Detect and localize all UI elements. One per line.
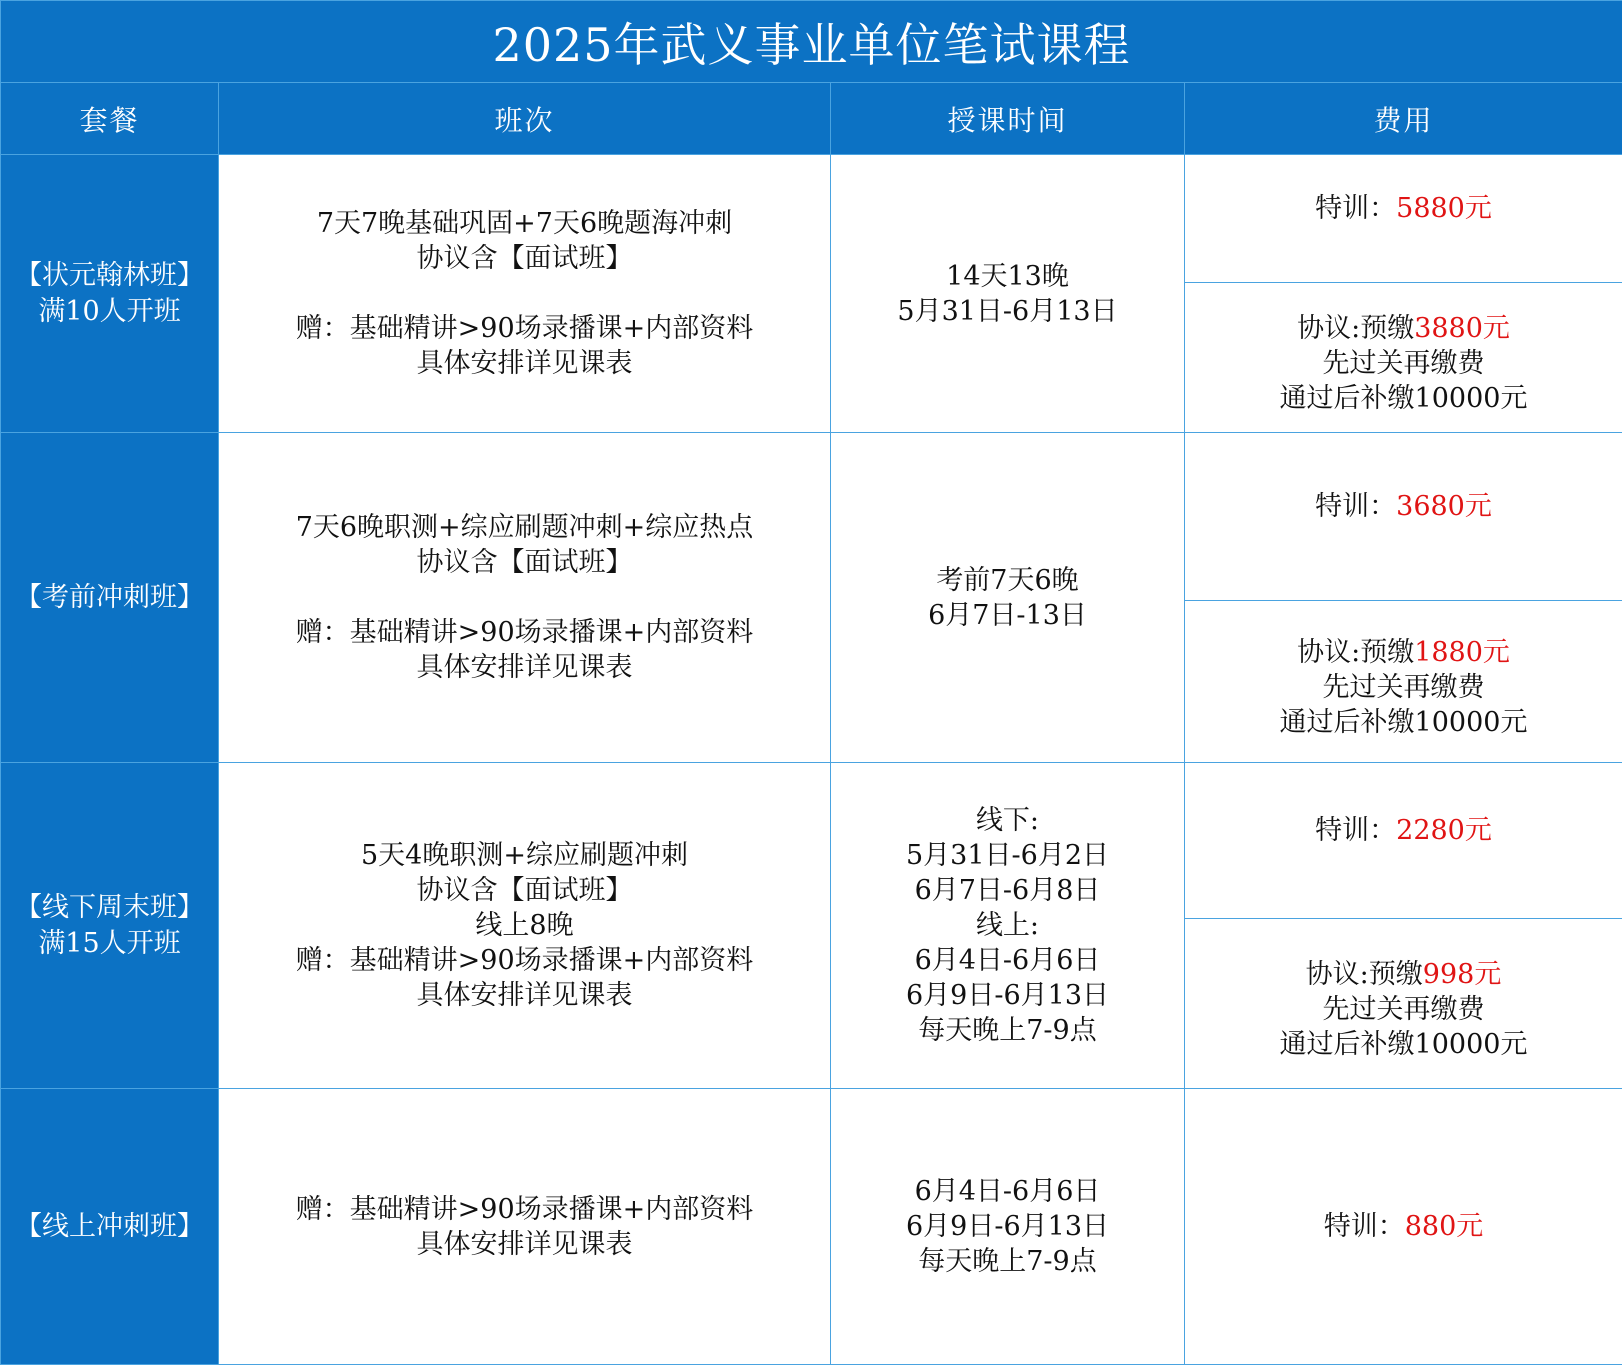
after-note: 通过后补缴10000元 <box>1185 1027 1622 1062</box>
package-name: 【线下周末班】 <box>1 890 218 926</box>
time-cell <box>831 155 1185 433</box>
agreement-label: 协议:预缴 <box>1297 637 1414 668</box>
gift-line: 赠：基础精讲>90场录播课+内部资料 <box>219 615 830 650</box>
header-time: 授课时间 <box>831 83 1185 155</box>
class-line: 协议含【面试班】 <box>219 545 830 580</box>
special-price: 3680元 <box>1396 491 1492 522</box>
special-label: 特训： <box>1315 491 1396 522</box>
schedule-line: 具体安排详见课表 <box>219 650 830 685</box>
header-class: 班次 <box>219 83 831 155</box>
special-fee-cell <box>1185 433 1622 601</box>
class-line: 5天4晚职测+综应刷题冲刺 <box>219 838 830 873</box>
time-line: 6月9日-6月13日 <box>831 1209 1184 1244</box>
time-line: 每天晚上7-9点 <box>831 1013 1184 1048</box>
package-cell <box>1 433 219 763</box>
time-line: 6月4日-6月6日 <box>831 943 1184 978</box>
time-line: 线上: <box>831 908 1184 943</box>
agreement-fee-cell <box>1185 283 1622 433</box>
agreement-price: 1880元 <box>1414 637 1510 668</box>
schedule-line: 具体安排详见课表 <box>219 1227 830 1262</box>
class-cell <box>219 155 831 433</box>
special-price: 2280元 <box>1396 815 1492 846</box>
gift-line: 赠：基础精讲>90场录播课+内部资料 <box>219 1192 830 1227</box>
time-line: 6月9日-6月13日 <box>831 978 1184 1013</box>
special-fee-cell <box>1185 1089 1622 1365</box>
pass-note: 先过关再缴费 <box>1185 670 1622 705</box>
agreement-label: 协议:预缴 <box>1297 313 1414 344</box>
class-cell <box>219 763 831 1089</box>
table-row <box>1 1089 1622 1365</box>
spacer <box>219 276 830 311</box>
agreement-label: 协议:预缴 <box>1306 959 1423 990</box>
time-line: 考前7天6晚 <box>831 563 1184 598</box>
after-note: 通过后补缴10000元 <box>1185 381 1622 416</box>
time-cell <box>831 763 1185 1089</box>
special-fee-cell <box>1185 155 1622 283</box>
package-note: 满15人开班 <box>1 926 218 962</box>
time-line: 6月4日-6月6日 <box>831 1174 1184 1209</box>
class-cell <box>219 1089 831 1365</box>
class-line: 协议含【面试班】 <box>219 241 830 276</box>
special-label: 特训： <box>1315 815 1396 846</box>
class-line: 协议含【面试班】 <box>219 873 830 908</box>
pass-note: 先过关再缴费 <box>1185 992 1622 1027</box>
title-row <box>1 1 1622 83</box>
package-name: 【状元翰林班】 <box>1 258 218 294</box>
special-price: 5880元 <box>1396 193 1492 224</box>
header-row <box>1 83 1622 155</box>
time-cell <box>831 433 1185 763</box>
package-cell <box>1 155 219 433</box>
page-title: 2025年武义事业单位笔试课程 <box>1 1 1622 83</box>
special-fee-cell <box>1185 763 1622 919</box>
class-line: 7天6晚职测+综应刷题冲刺+综应热点 <box>219 510 830 545</box>
agreement-line <box>1185 635 1622 670</box>
table-row <box>1 763 1622 919</box>
time-line: 14天13晚 <box>831 259 1184 294</box>
spacer <box>219 580 830 615</box>
time-line: 5月31日-6月13日 <box>831 294 1184 329</box>
special-price: 880元 <box>1405 1211 1484 1242</box>
table-row <box>1 155 1622 283</box>
agreement-price: 3880元 <box>1414 313 1510 344</box>
table-row <box>1 433 1622 601</box>
class-line: 线上8晚 <box>219 908 830 943</box>
time-line: 5月31日-6月2日 <box>831 838 1184 873</box>
package-cell <box>1 1089 219 1365</box>
time-line: 6月7日-13日 <box>831 598 1184 633</box>
time-cell <box>831 1089 1185 1365</box>
schedule-line: 具体安排详见课表 <box>219 978 830 1013</box>
agreement-fee-cell <box>1185 601 1622 763</box>
agreement-line <box>1185 311 1622 346</box>
pass-note: 先过关再缴费 <box>1185 346 1622 381</box>
time-line: 6月7日-6月8日 <box>831 873 1184 908</box>
header-package: 套餐 <box>1 83 219 155</box>
package-name: 【考前冲刺班】 <box>1 580 218 616</box>
time-line: 每天晚上7-9点 <box>831 1244 1184 1279</box>
time-line: 线下: <box>831 803 1184 838</box>
class-cell <box>219 433 831 763</box>
gift-line: 赠：基础精讲>90场录播课+内部资料 <box>219 311 830 346</box>
package-cell <box>1 763 219 1089</box>
agreement-fee-cell <box>1185 919 1622 1089</box>
class-line: 7天7晚基础巩固+7天6晚题海冲刺 <box>219 206 830 241</box>
special-label: 特训： <box>1315 193 1396 224</box>
header-fee: 费用 <box>1185 83 1622 155</box>
gift-line: 赠：基础精讲>90场录播课+内部资料 <box>219 943 830 978</box>
schedule-line: 具体安排详见课表 <box>219 346 830 381</box>
special-label: 特训： <box>1324 1211 1405 1242</box>
package-name: 【线上冲刺班】 <box>1 1209 218 1245</box>
after-note: 通过后补缴10000元 <box>1185 705 1622 740</box>
agreement-price: 998元 <box>1423 959 1502 990</box>
package-note: 满10人开班 <box>1 294 218 330</box>
agreement-line <box>1185 957 1622 992</box>
